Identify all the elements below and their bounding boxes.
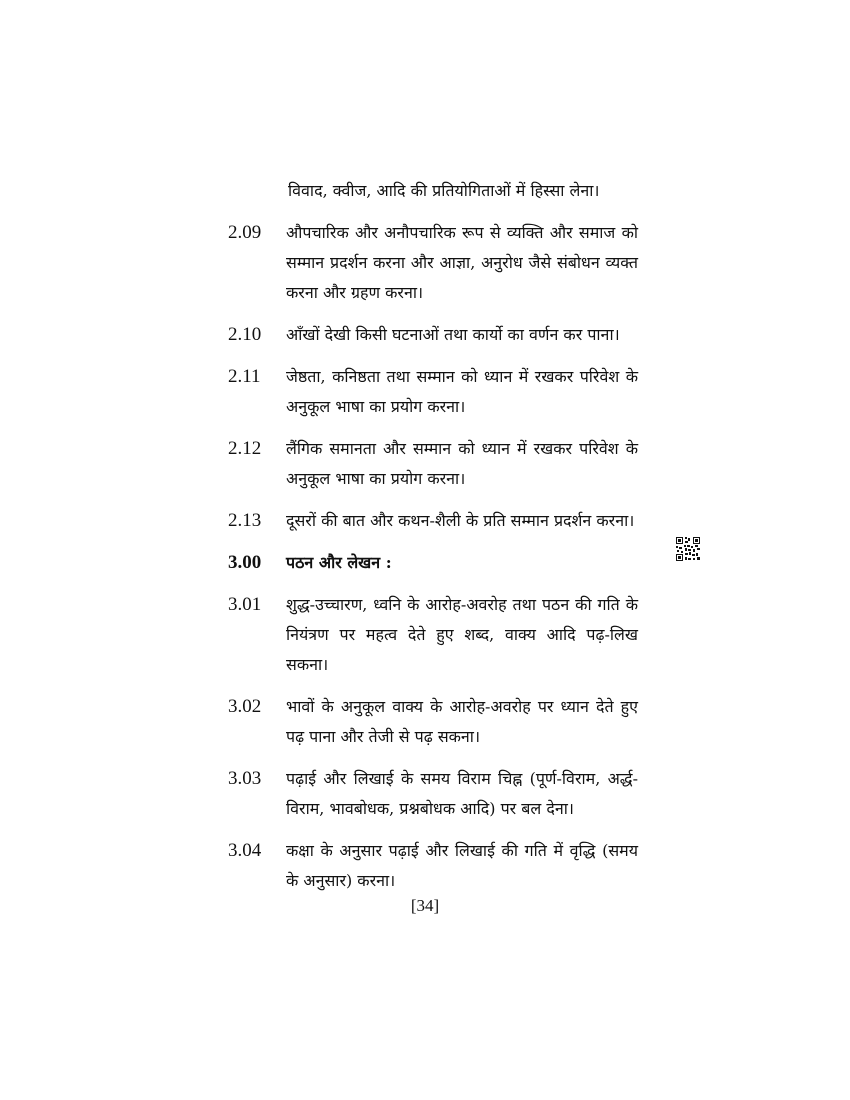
item-text: दूसरों की बात और कथन-शैली के प्रति सम्मान प्रदर्शन करना। <box>286 511 635 530</box>
list-item-2-13 <box>228 506 638 536</box>
list-item-3-03 <box>228 764 638 824</box>
item-text: लैंगिक समानता और सम्मान को ध्यान में रखकर परिवेश के अनुकूल भाषा का प्रयोग करना। <box>286 439 638 488</box>
list-item-2-09 <box>228 218 638 308</box>
item-text: जेष्ठता, कनिष्ठता तथा सम्मान को ध्यान में रखकर परिवेश के अनुकूल भाषा का प्रयोग करना। <box>286 367 638 416</box>
list-item-2-10 <box>228 320 638 350</box>
section-heading-3-00 <box>228 548 638 578</box>
page-number: [34] <box>410 896 440 915</box>
document-body <box>228 176 638 896</box>
item-text: पढ़ाई और लिखाई के समय विराम चिह्न (पूर्ण-विराम, अर्द्ध-विराम, भावबोधक, प्रश्नबोधक आदि) पर बल देना। <box>286 769 638 818</box>
item-number: 2.09 <box>228 222 262 243</box>
item-number: 2.13 <box>228 510 262 531</box>
qr-code-icon <box>676 537 700 561</box>
item-number: 2.12 <box>228 438 262 459</box>
list-item-3-02 <box>228 692 638 752</box>
item-text: शुद्ध-उच्चारण, ध्वनि के आरोह-अवरोह तथा पठन की गति के नियंत्रण पर महत्व देते हुए शब्द, वाक्य आदि पढ़-लिख सकना। <box>286 595 638 674</box>
item-text: आँखों देखी किसी घटनाओं तथा कार्यो का वर्णन कर पाना। <box>286 325 620 344</box>
list-item-3-04 <box>228 836 638 896</box>
section-title: पठन और लेखन : <box>286 553 392 572</box>
continuation-text: विवाद, क्वीज, आदि की प्रतियोगिताओं में हिस्सा लेना। <box>288 181 600 200</box>
section-number: 3.00 <box>228 552 262 573</box>
item-number: 3.04 <box>228 840 262 861</box>
item-text: भावों के अनुकूल वाक्य के आरोह-अवरोह पर ध्यान देते हुए पढ़ पाना और तेजी से पढ़ सकना। <box>286 697 638 746</box>
item-number: 2.11 <box>228 366 261 387</box>
item-number: 2.10 <box>228 324 262 345</box>
item-number: 3.01 <box>228 594 262 615</box>
list-item-2-12 <box>228 434 638 494</box>
item-number: 3.02 <box>228 696 262 717</box>
list-item-2-11 <box>228 362 638 422</box>
item-text: औपचारिक और अनौपचारिक रूप से व्यक्ति और समाज को सम्मान प्रदर्शन करना और आज्ञा, अनुरोध जैसे संबोधन व्यक्त करना और ग्रहण करना। <box>286 223 638 302</box>
item-text: कक्षा के अनुसार पढ़ाई और लिखाई की गति में वृद्धि (समय के अनुसार) करना। <box>286 841 638 890</box>
item-number: 3.03 <box>228 768 262 789</box>
list-item-3-01 <box>228 590 638 680</box>
